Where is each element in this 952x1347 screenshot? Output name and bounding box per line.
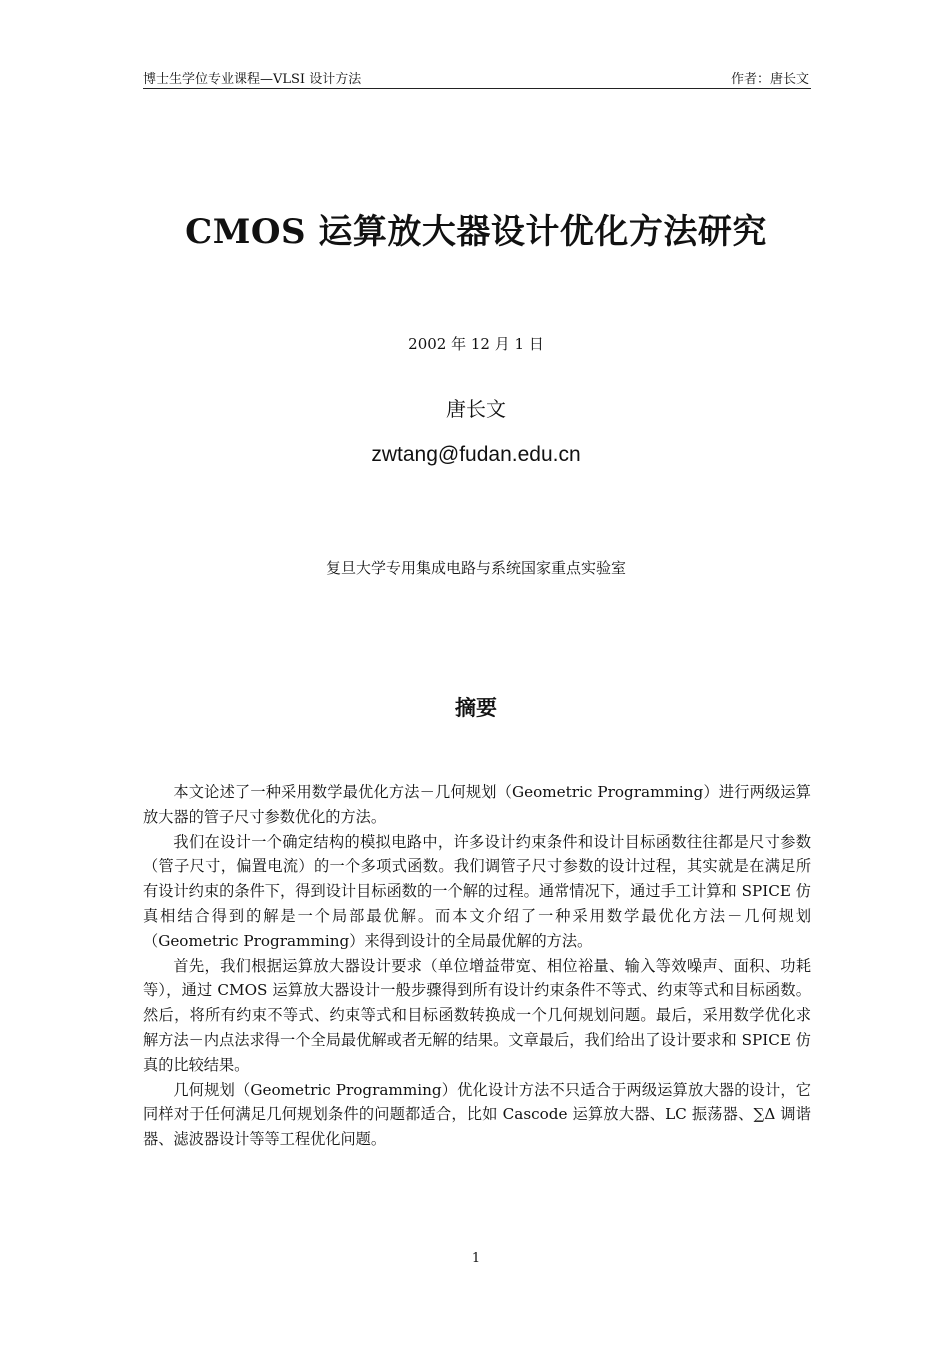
document-date: 2002 年 12 月 1 日 <box>408 335 544 353</box>
document-title: CMOS 运算放大器设计优化方法研究 <box>185 212 767 252</box>
author-email[interactable]: zwtang@fudan.edu.cn <box>371 443 581 466</box>
header-course-title: 博士生学位专业课程—VLSI 设计方法 <box>143 72 362 87</box>
abstract-paragraph: 本文论述了一种采用数学最优化方法－几何规划（Geometric Programming）进行两级运算放大器的管子尺寸参数优化的方法。 <box>143 783 811 826</box>
header-author: 作者：唐长文 <box>730 72 809 87</box>
abstract-paragraph: 我们在设计一个确定结构的模拟电路中，许多设计约束条件和设计目标函数往往都是尺寸参数（管子尺寸，偏置电流）的一个多项式函数。我们调管子尺寸参数的设计过程，其实就是在满足所有设计约束的条件下，得到设计目标函数的一个解的过程。通常情况下，通过手工计算和 SPICE 仿真相结合得到的解是一个局部最优解。而本文介绍了一种采用数学最优化方法－几何规划（Geometric Programming）来得到设计的全局最优解的方法。 <box>143 832 811 950</box>
affiliation: 复旦大学专用集成电路与系统国家重点实验室 <box>325 559 626 577</box>
abstract-paragraph: 首先，我们根据运算放大器设计要求（单位增益带宽、相位裕量、输入等效噪声、面积、功耗等），通过 CMOS 运算放大器设计一般步骤得到所有设计约束条件不等式、约束等式和目标函数。然后，将所有约束不等式、约束等式和目标函数转换成一个几何规划问题。最后，采用数学优化求解方法－内点法求得一个全局最优解或者无解的结果。文章最后，我们给出了设计要求和 SPICE 仿真的比较结果。 <box>143 956 811 1074</box>
author-name: 唐长文 <box>446 397 506 421</box>
abstract-heading: 摘要 <box>455 695 497 720</box>
abstract-paragraph: 几何规划（Geometric Programming）优化设计方法不只适合于两级运算放大器的设计，它同样对于任何满足几何规划条件的问题都适合，比如 Cascode 运算放大器、LC 振荡器、∑Δ 调谐器、滤波器设计等等工程优化问题。 <box>143 1080 811 1149</box>
page-number: 1 <box>471 1251 481 1266</box>
page-header <box>143 66 811 89</box>
abstract-body <box>143 780 811 1152</box>
